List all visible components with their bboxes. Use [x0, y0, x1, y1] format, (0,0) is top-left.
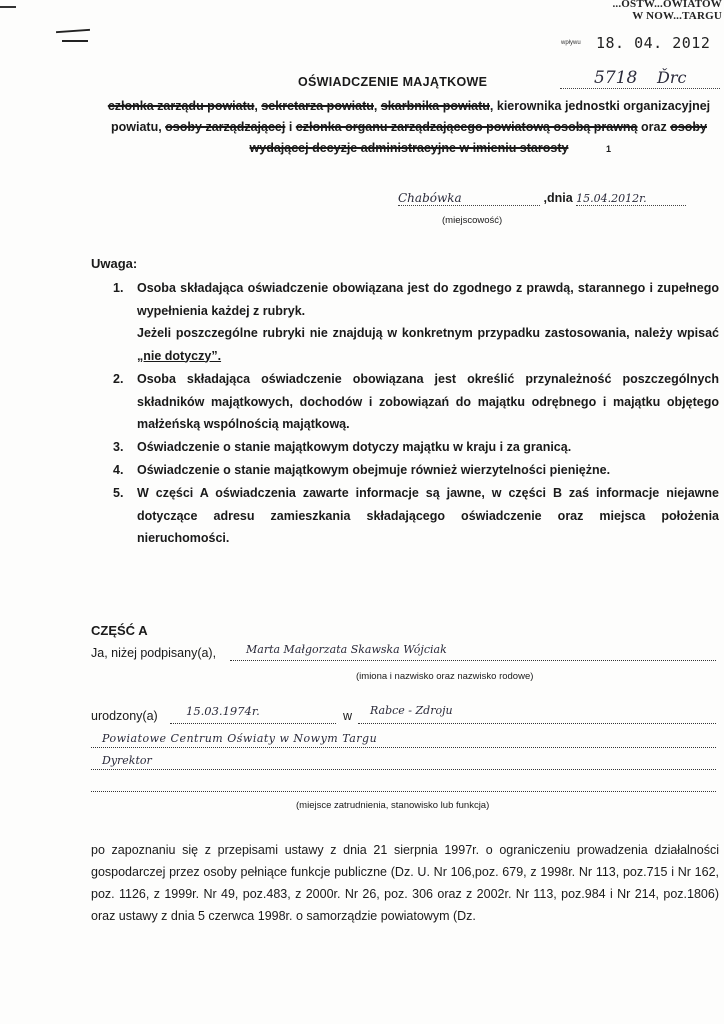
work-caption: (miejsce zatrudnienia, stanowisko lub funkcja) [296, 800, 490, 811]
part-a-heading: CZĘŚĆ A [91, 623, 148, 638]
stamp-label: wpływu [561, 40, 581, 46]
born-place: Rabce - Zdroju [370, 704, 453, 717]
note-text: Oświadczenie o stanie majątkowym dotyczy majątku w kraju i za granicą. [137, 440, 572, 454]
pen-mark [56, 29, 90, 33]
born-value: 15.03.1974r. [186, 704, 260, 718]
note-item-3: 3. Oświadczenie o stanie majątkowym dotyczy majątku w kraju i za granicą. [113, 436, 719, 459]
note-item-1: 1. Osoba składająca oświadczenie obowiązana jest do zgodnego z prawdą, starannego i zupełnego wypełnienia każdej z rubryk. Jeżeli poszczególne rubryki nie znajdują w konkretnym przypadku zastosowania, należy wpisać „nie dotyczy”. [113, 281, 719, 363]
born-date-dots [170, 723, 336, 724]
work-line-2-dots [91, 769, 716, 770]
work-line-3-dots [91, 791, 716, 792]
position-list [104, 96, 714, 159]
position-text: i [285, 120, 296, 134]
date-value: 15.04.2012r. [576, 192, 686, 206]
note-quote: „nie dotyczy”. [137, 348, 222, 363]
position-text: , [254, 99, 262, 113]
stamp-number-line [560, 88, 720, 89]
in-label: w [343, 709, 353, 723]
place-date-line: Chabówka ,dnia 15.04.2012r. [398, 191, 686, 206]
stamp-initials: Ďrc [657, 68, 687, 87]
signed-dots [230, 660, 716, 661]
stamp-number: 5718 [594, 68, 638, 88]
work-line-1: Powiatowe Centrum Oświaty w Nowym Targu [102, 732, 378, 745]
note-text: Osoba składająca oświadczenie obowiązana jest określić przynależność poszczególnych składników majątkowych, dochodów i zobowiązań do majątku odrębnego i majątku objętego małżeńską wspólnością majątkową. [137, 372, 719, 431]
struck-position: członka zarządu powiatu [107, 99, 255, 113]
note-item-2: 2. Osoba składająca oświadczenie obowiązana jest określić przynależność poszczególnych składników majątkowych, dochodów i zobowiązań do majątku odrębnego i majątku objętego małżeńską wspólnością majątkową. [113, 368, 719, 436]
date-label: dnia [546, 191, 573, 205]
note-item-4: 4. Oświadczenie o stanie majątkowym obejmuje również wierzytelności pieniężne. [113, 459, 719, 482]
stamp-line-1: ...OSTW...OWIATOW [612, 0, 722, 10]
note-item-5: 5. W części A oświadczenia zawarte informacje są jawne, w części B zaś informacje niejawne dotyczące adresu zamieszkania składającego oświadczenie oraz miejsca położenia nieruchomości. [113, 482, 719, 550]
born-label: urodzony(a) [91, 709, 158, 723]
statement-paragraph: po zapoznaniu się z przepisami ustawy z dnia 21 sierpnia 1997r. o ograniczeniu prowadzenia działalności gospodarczej przez osoby pełniące funkcje publiczne (Dz. U. Nr 106,poz. 679, z 1998r. Nr 113, poz.715 i Nr 162, poz. 1126, z 1999r. Nr 49, poz.483, z 2000r. Nr 26, poz. 306 oraz z 2002r. Nr 113, poz.984 i Nr 214, poz.1806) oraz ustawy z dnia 5 czerwca 1998r. o samorządzie powiatowym (Dz. [91, 843, 719, 923]
signed-label: Ja, niżej podpisany(a), [91, 646, 217, 660]
struck-position: osoby wydającej decyzje administracyjne w imieniu starosty [249, 120, 707, 155]
note-extra: Jeżeli poszczególne rubryki nie znajdują w konkretnym przypadku zastosowania, należy wpisać [137, 326, 719, 340]
notes-heading: Uwaga: [91, 256, 138, 271]
signed-line [91, 646, 216, 660]
struck-position: sekretarza powiatu [261, 99, 374, 113]
registry-stamp [572, 0, 722, 22]
pen-mark-2 [62, 40, 88, 42]
position-text: , kierownika jednostki organizacyjnej powiatu, [110, 99, 711, 134]
position-text: , [373, 99, 381, 113]
struck-position: członka organu zarządzającego powiatową osobą prawną [295, 120, 638, 134]
note-text: Osoba składająca oświadczenie obowiązana jest do zgodnego z prawdą, starannego i zupełnego wypełnienia każdej z rubryk. [137, 281, 719, 318]
stamp-line-2: W NOW...TARGU [632, 10, 722, 22]
page-title: OŚWIADCZENIE MAJĄTKOWE [298, 75, 488, 89]
corner-mark [0, 6, 16, 8]
footnote-mark: 1 [606, 144, 612, 154]
struck-position: osoby zarządzającej [165, 120, 286, 134]
struck-position: skarbnika powiatu [380, 99, 490, 113]
note-text: Oświadczenie o stanie majątkowym obejmuje również wierzytelności pieniężne. [137, 463, 611, 477]
stamp-date: 18. 04. 2012 [596, 34, 711, 52]
work-line-2: Dyrektor [102, 754, 152, 767]
place-value: Chabówka [398, 191, 540, 206]
signed-value: Marta Małgorzata Skawska Wójciak [246, 643, 447, 656]
born-place-dots [358, 723, 716, 724]
names-caption: (imiona i nazwisko oraz nazwisko rodowe) [356, 671, 534, 682]
place-caption: (miejscowość) [442, 215, 503, 226]
note-text: W części A oświadczenia zawarte informacje są jawne, w części B zaś informacje niejawne dotyczące adresu zamieszkania składającego oświadczenie oraz miejsca położenia nieruchomości. [137, 486, 719, 545]
work-line-1-dots [91, 747, 716, 748]
position-text: oraz [637, 120, 671, 134]
